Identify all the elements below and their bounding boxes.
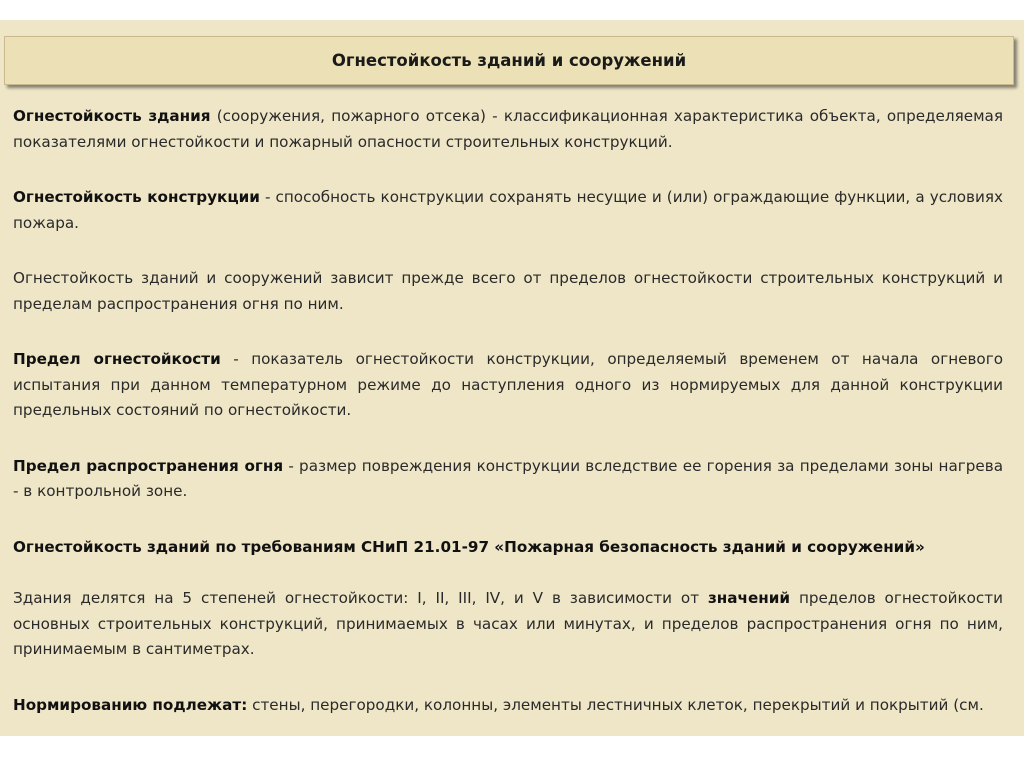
bottom-strip: [0, 736, 1024, 767]
paragraph-fire-resistance-limit: [13, 347, 1003, 424]
term-construction-fire-resistance: Огнестойкость конструкции: [13, 188, 260, 206]
definition-building-fire-resistance: (сооружения, пожарного отсека) - классификационная характеристика объекта, определяемая показателями огнестойкости и пожарный опасности строительных конструкций.: [13, 107, 1003, 151]
paragraph-degrees: [13, 586, 1003, 663]
slide-title: Огнестойкость зданий и сооружений: [331, 51, 687, 70]
paragraph-fire-spread-limit: [13, 454, 1003, 505]
snip-heading: Огнестойкость зданий по требованиям СНиП 21.01-97 «Пожарная безопасность зданий и сооружений»: [13, 537, 925, 556]
definition-fire-spread-limit: - размер повреждения конструкции вследствие ее горения за пределами зоны нагрева - в контрольной зоне.: [13, 456, 1004, 500]
term-fire-spread-limit: Предел распространения огня: [13, 456, 284, 475]
paragraph-construction-fire-resistance: [13, 185, 1003, 236]
degrees-text-after: пределов огнестойкости основных строительных конструкций, принимаемых в часах или минутах, и пределов распространения огня по ним, принимаемым в сантиметрах.: [13, 589, 1003, 658]
paragraph-dependence: [13, 266, 1003, 317]
normalization-text: стены, перегородки, колонны, элементы лестничных клеток, перекрытий и покрытий (см.: [247, 695, 984, 714]
slide-content: [13, 104, 1003, 736]
degrees-bold: значений: [707, 589, 791, 607]
definition-fire-resistance-limit: - показатель огнестойкости конструкции, определяемый временем от начала огневого испытания при данном температурном режиме до наступления одного из нормируемых для данной конструкции предельных состояний по огнестойкости.: [13, 350, 1003, 419]
term-fire-resistance-limit: Предел огнестойкости: [13, 350, 221, 368]
dependence-text: Огнестойкость зданий и сооружений зависит прежде всего от пределов огнестойкости строительных конструкций и пределам распространения огня по ним.: [13, 269, 1003, 313]
definition-construction-fire-resistance: - способность конструкции сохранять несущие и (или) ограждающие функции, а условиях пожара.: [13, 188, 1003, 232]
term-building-fire-resistance: Огнестойкость здания: [13, 107, 211, 125]
paragraph-building-fire-resistance: [13, 104, 1003, 155]
paragraph-snip-heading: [13, 535, 1003, 561]
term-normalization: Нормированию подлежат:: [13, 695, 248, 714]
title-bar: [4, 36, 1014, 85]
slide: [0, 20, 1024, 736]
paragraph-normalization: [13, 693, 1003, 719]
degrees-text-before: Здания делятся на 5 степеней огнестойкости: I, II, III, IV, и V в зависимости от: [13, 589, 708, 607]
